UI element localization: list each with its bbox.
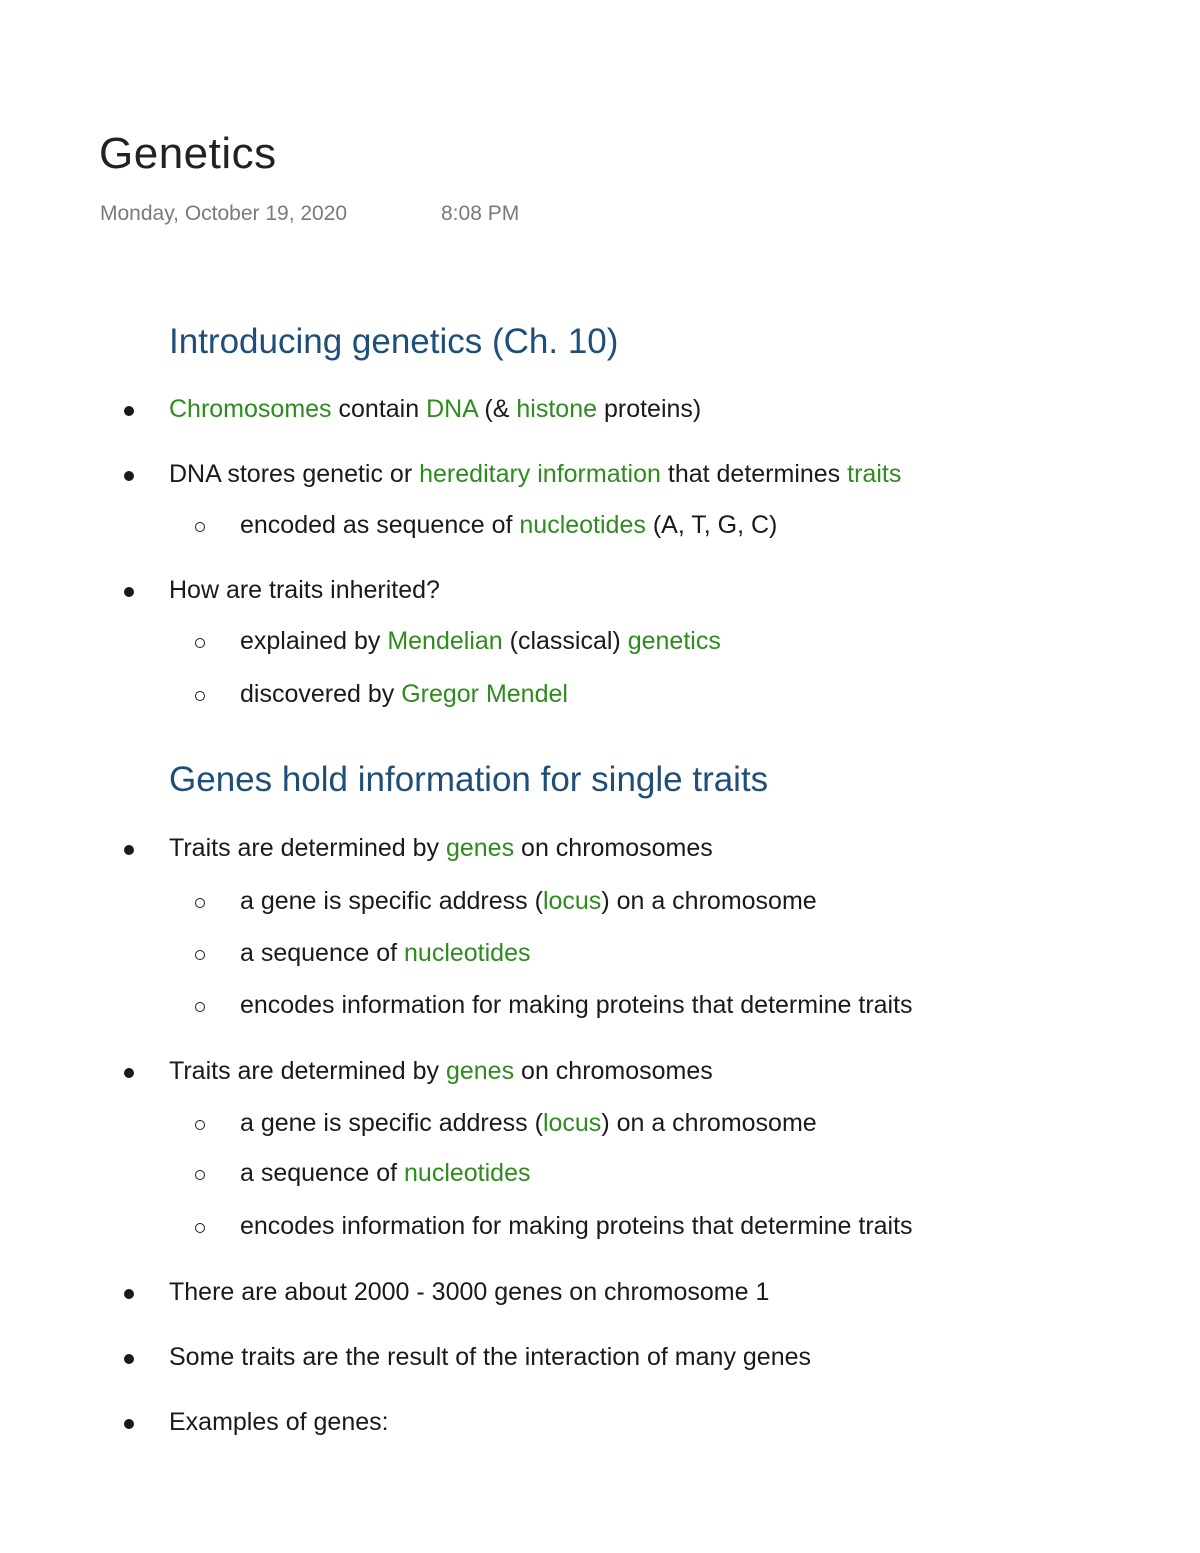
page-title: Genetics (99, 129, 277, 178)
bullet-icon (124, 406, 134, 416)
page-date: Monday, October 19, 2020 (100, 202, 348, 225)
keyword-text: nucleotides (404, 939, 531, 967)
list-item (169, 397, 701, 422)
body-text: a sequence of (240, 1159, 405, 1187)
keyword-text: locus (542, 887, 602, 915)
page-time: 8:08 PM (441, 202, 520, 225)
keyword-text: genetics (627, 627, 721, 655)
sub-list-item (240, 1111, 817, 1136)
body-text: Examples of genes: (169, 1408, 389, 1436)
sub-bullet-icon (195, 522, 205, 532)
body-text: (A, T, G, C) (645, 511, 778, 539)
bullet-icon (124, 1068, 134, 1078)
body-text: a sequence of (240, 939, 405, 967)
body-text: explained by (240, 627, 388, 655)
sub-bullet-icon (195, 691, 205, 701)
body-text: encodes information for making proteins that determine traits (240, 1212, 913, 1240)
bullet-icon (124, 471, 134, 481)
body-text: DNA stores genetic or (169, 460, 420, 488)
list-item (169, 462, 901, 487)
keyword-text: genes (445, 1057, 515, 1085)
bullet-icon (124, 587, 134, 597)
sub-bullet-icon (195, 1002, 205, 1012)
list-item (169, 1059, 713, 1084)
sub-list-item (240, 1214, 913, 1239)
body-text: encodes information for making proteins that determine traits (240, 991, 913, 1019)
body-text: encoded as sequence of (240, 511, 520, 539)
sub-bullet-icon (195, 898, 205, 908)
body-text: discovered by (240, 680, 402, 708)
bullet-icon (124, 1354, 134, 1364)
sub-list-item (240, 682, 568, 707)
keyword-text: hereditary information (419, 460, 661, 488)
sub-list-item (240, 1161, 531, 1186)
body-text: Traits are determined by (169, 1057, 446, 1085)
sub-bullet-icon (195, 950, 205, 960)
sub-bullet-icon (195, 1223, 205, 1233)
body-text: There are about 2000 - 3000 genes on chromosome 1 (169, 1278, 770, 1306)
body-text: on chromosomes (514, 1057, 713, 1085)
section-heading: Genes hold information for single traits (169, 760, 769, 799)
keyword-text: Chromosomes (169, 395, 332, 423)
body-text: Some traits are the result of the interaction of many genes (169, 1343, 812, 1371)
body-text: contain (331, 395, 427, 423)
body-text: (classical) (502, 627, 628, 655)
body-text: Traits are determined by (169, 834, 446, 862)
body-text: proteins) (597, 395, 702, 423)
list-item (169, 1345, 811, 1370)
sub-list-item (240, 513, 777, 538)
body-text: How are traits inherited? (169, 576, 440, 604)
body-text: on chromosomes (514, 834, 713, 862)
body-text: ) on a chromosome (601, 887, 817, 915)
body-text: a gene is specific address ( (240, 887, 543, 915)
sub-bullet-icon (195, 1120, 205, 1130)
keyword-text: DNA (426, 395, 478, 423)
keyword-text: locus (542, 1109, 602, 1137)
keyword-text: Gregor Mendel (401, 680, 568, 708)
body-text: ) on a chromosome (601, 1109, 817, 1137)
bullet-icon (124, 845, 134, 855)
keyword-text: Mendelian (387, 627, 503, 655)
keyword-text: histone (516, 395, 598, 423)
bullet-icon (124, 1289, 134, 1299)
sub-bullet-icon (195, 1170, 205, 1180)
body-text: that determines (660, 460, 848, 488)
list-item (169, 1410, 389, 1435)
body-text: (& (477, 395, 517, 423)
section-heading: Introducing genetics (Ch. 10) (169, 322, 619, 361)
list-item (169, 1280, 769, 1305)
body-text: a gene is specific address ( (240, 1109, 543, 1137)
sub-bullet-icon (195, 638, 205, 648)
keyword-text: genes (445, 834, 515, 862)
list-item (169, 578, 440, 603)
sub-list-item (240, 993, 913, 1018)
sub-list-item (240, 629, 721, 654)
keyword-text: traits (847, 460, 902, 488)
sub-list-item (240, 941, 531, 966)
list-item (169, 836, 713, 861)
keyword-text: nucleotides (519, 511, 646, 539)
keyword-text: nucleotides (404, 1159, 531, 1187)
bullet-icon (124, 1419, 134, 1429)
sub-list-item (240, 889, 817, 914)
